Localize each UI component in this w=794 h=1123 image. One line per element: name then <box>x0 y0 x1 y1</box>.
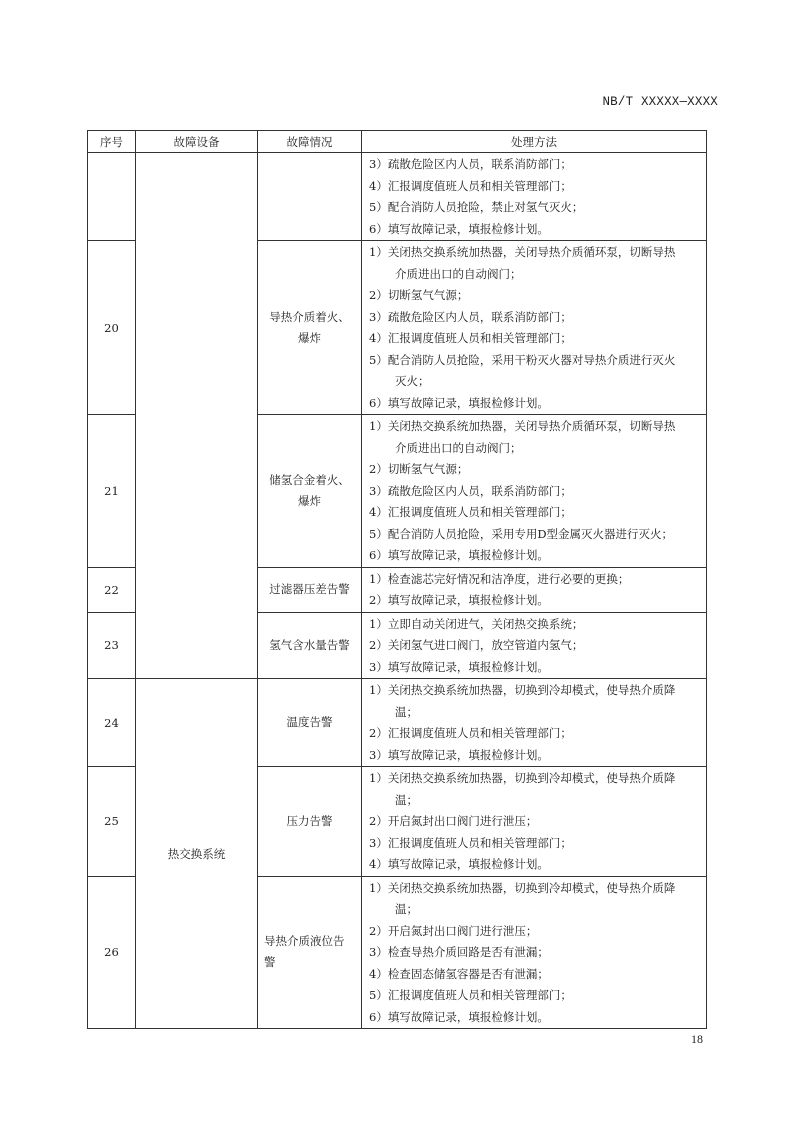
handling-step: 1）关闭热交换系统加热器，切换到冷却模式，使导热介质降 <box>369 683 676 697</box>
row-number: 26 <box>88 876 136 1029</box>
row-number <box>88 153 136 241</box>
handling-step: 2）开启氮封出口阀门进行泄压； <box>369 923 538 938</box>
handling-step: 4）汇报调度值班人员和相关管理部门； <box>369 178 572 193</box>
handling-step: 2）开启氮封出口阀门进行泄压； <box>369 814 538 828</box>
row-number: 21 <box>88 415 136 568</box>
handling-step: 6）填写故障记录，填报检修计划。 <box>369 1009 549 1024</box>
row-number: 22 <box>88 567 136 612</box>
document-code: NB/T XXXXX—XXXX <box>602 95 718 109</box>
handling-step: 1）立即自动关闭进气，关闭热交换系统； <box>369 616 584 631</box>
handling-step: 2）切断氢气气源； <box>369 288 469 302</box>
handling-step: 3）检查导热介质回路是否有泄漏； <box>369 945 549 959</box>
fault-handling-table <box>87 130 707 1029</box>
handling-steps <box>362 241 707 415</box>
handling-step: 温； <box>395 704 418 719</box>
handling-step: 4）填写故障记录，填报检修计划。 <box>369 857 549 871</box>
handling-step: 3）填写故障记录，填报检修计划。 <box>369 659 549 674</box>
handling-step: 5）配合消防人员抢险，采用干粉灭火器对导热介质进行灭火 <box>369 352 676 367</box>
column-header-number: 序号 <box>88 131 136 153</box>
fault-condition: 导热介质液位告警 <box>258 876 362 1029</box>
handling-step: 3）填写故障记录，填报检修计划。 <box>369 747 549 762</box>
handling-step: 5）配合消防人员抢险，采用专用D型金属灭火器进行灭火； <box>369 526 674 541</box>
handling-step: 温； <box>395 902 418 916</box>
row-number: 25 <box>88 767 136 877</box>
handling-step: 3）汇报调度值班人员和相关管理部门； <box>369 835 572 850</box>
handling-step: 1）关闭热交换系统加热器，切换到冷却模式，使导热介质降 <box>369 880 676 895</box>
handling-step: 2）汇报调度值班人员和相关管理部门； <box>369 726 572 740</box>
table-row <box>88 153 707 241</box>
handling-steps <box>362 612 707 679</box>
table-row <box>88 679 707 767</box>
handling-steps <box>362 876 707 1029</box>
column-header-condition: 故障情况 <box>258 131 362 153</box>
handling-step: 4）汇报调度值班人员和相关管理部门； <box>369 331 572 345</box>
handling-steps <box>362 767 707 877</box>
handling-step: 1）检查滤芯完好情况和洁净度，进行必要的更换； <box>369 571 630 586</box>
fault-device <box>136 153 258 679</box>
handling-step: 3）疏散危险区内人员，联系消防部门； <box>369 309 572 324</box>
handling-step: 介质进出口的自动阀门； <box>395 266 522 281</box>
handling-step: 2）填写故障记录，填报检修计划。 <box>369 593 549 607</box>
handling-steps <box>362 153 707 241</box>
handling-step: 6）填写故障记录，填报检修计划。 <box>369 548 549 562</box>
handling-step: 温； <box>395 792 418 807</box>
fault-condition: 压力告警 <box>258 767 362 877</box>
handling-step: 1）关闭热交换系统加热器，关闭导热介质循环泵，切断导热 <box>369 419 676 433</box>
page-number: 18 <box>691 1032 703 1046</box>
handling-steps <box>362 567 707 612</box>
row-number: 24 <box>88 679 136 767</box>
row-number: 23 <box>88 612 136 679</box>
handling-step: 4）汇报调度值班人员和相关管理部门； <box>369 505 572 519</box>
handling-step: 介质进出口的自动阀门； <box>395 440 522 455</box>
column-header-device: 故障设备 <box>136 131 258 153</box>
handling-step: 1）关闭热交换系统加热器，关闭导热介质循环泵，切断导热 <box>369 245 676 259</box>
handling-step: 灭火； <box>395 374 430 388</box>
column-header-method: 处理方法 <box>362 131 707 153</box>
handling-steps <box>362 679 707 767</box>
handling-step: 2）关闭氢气进口阀门，放空管道内氢气； <box>369 638 584 652</box>
fault-condition: 过滤器压差告警 <box>258 567 362 612</box>
fault-condition: 储氢合金着火、爆炸 <box>258 415 362 568</box>
fault-condition <box>258 153 362 241</box>
handling-steps <box>362 415 707 568</box>
handling-step: 3）疏散危险区内人员，联系消防部门； <box>369 157 572 171</box>
handling-step: 6）填写故障记录，填报检修计划。 <box>369 221 549 236</box>
handling-step: 6）填写故障记录，填报检修计划。 <box>369 395 549 410</box>
handling-step: 2）切断氢气气源； <box>369 462 469 476</box>
fault-condition: 氢气含水量告警 <box>258 612 362 679</box>
fault-device: 热交换系统 <box>136 679 258 1029</box>
handling-step: 4）检查固态储氢容器是否有泄漏； <box>369 966 549 981</box>
handling-step: 5）汇报调度值班人员和相关管理部门； <box>369 988 572 1002</box>
handling-step: 3）疏散危险区内人员，联系消防部门； <box>369 483 572 498</box>
handling-step: 5）配合消防人员抢险，禁止对氢气灭火； <box>369 200 584 214</box>
fault-condition: 温度告警 <box>258 679 362 767</box>
table-header-row <box>88 131 707 153</box>
fault-condition: 导热介质着火、爆炸 <box>258 241 362 415</box>
handling-step: 1）关闭热交换系统加热器，切换到冷却模式，使导热介质降 <box>369 771 676 785</box>
row-number: 20 <box>88 241 136 415</box>
